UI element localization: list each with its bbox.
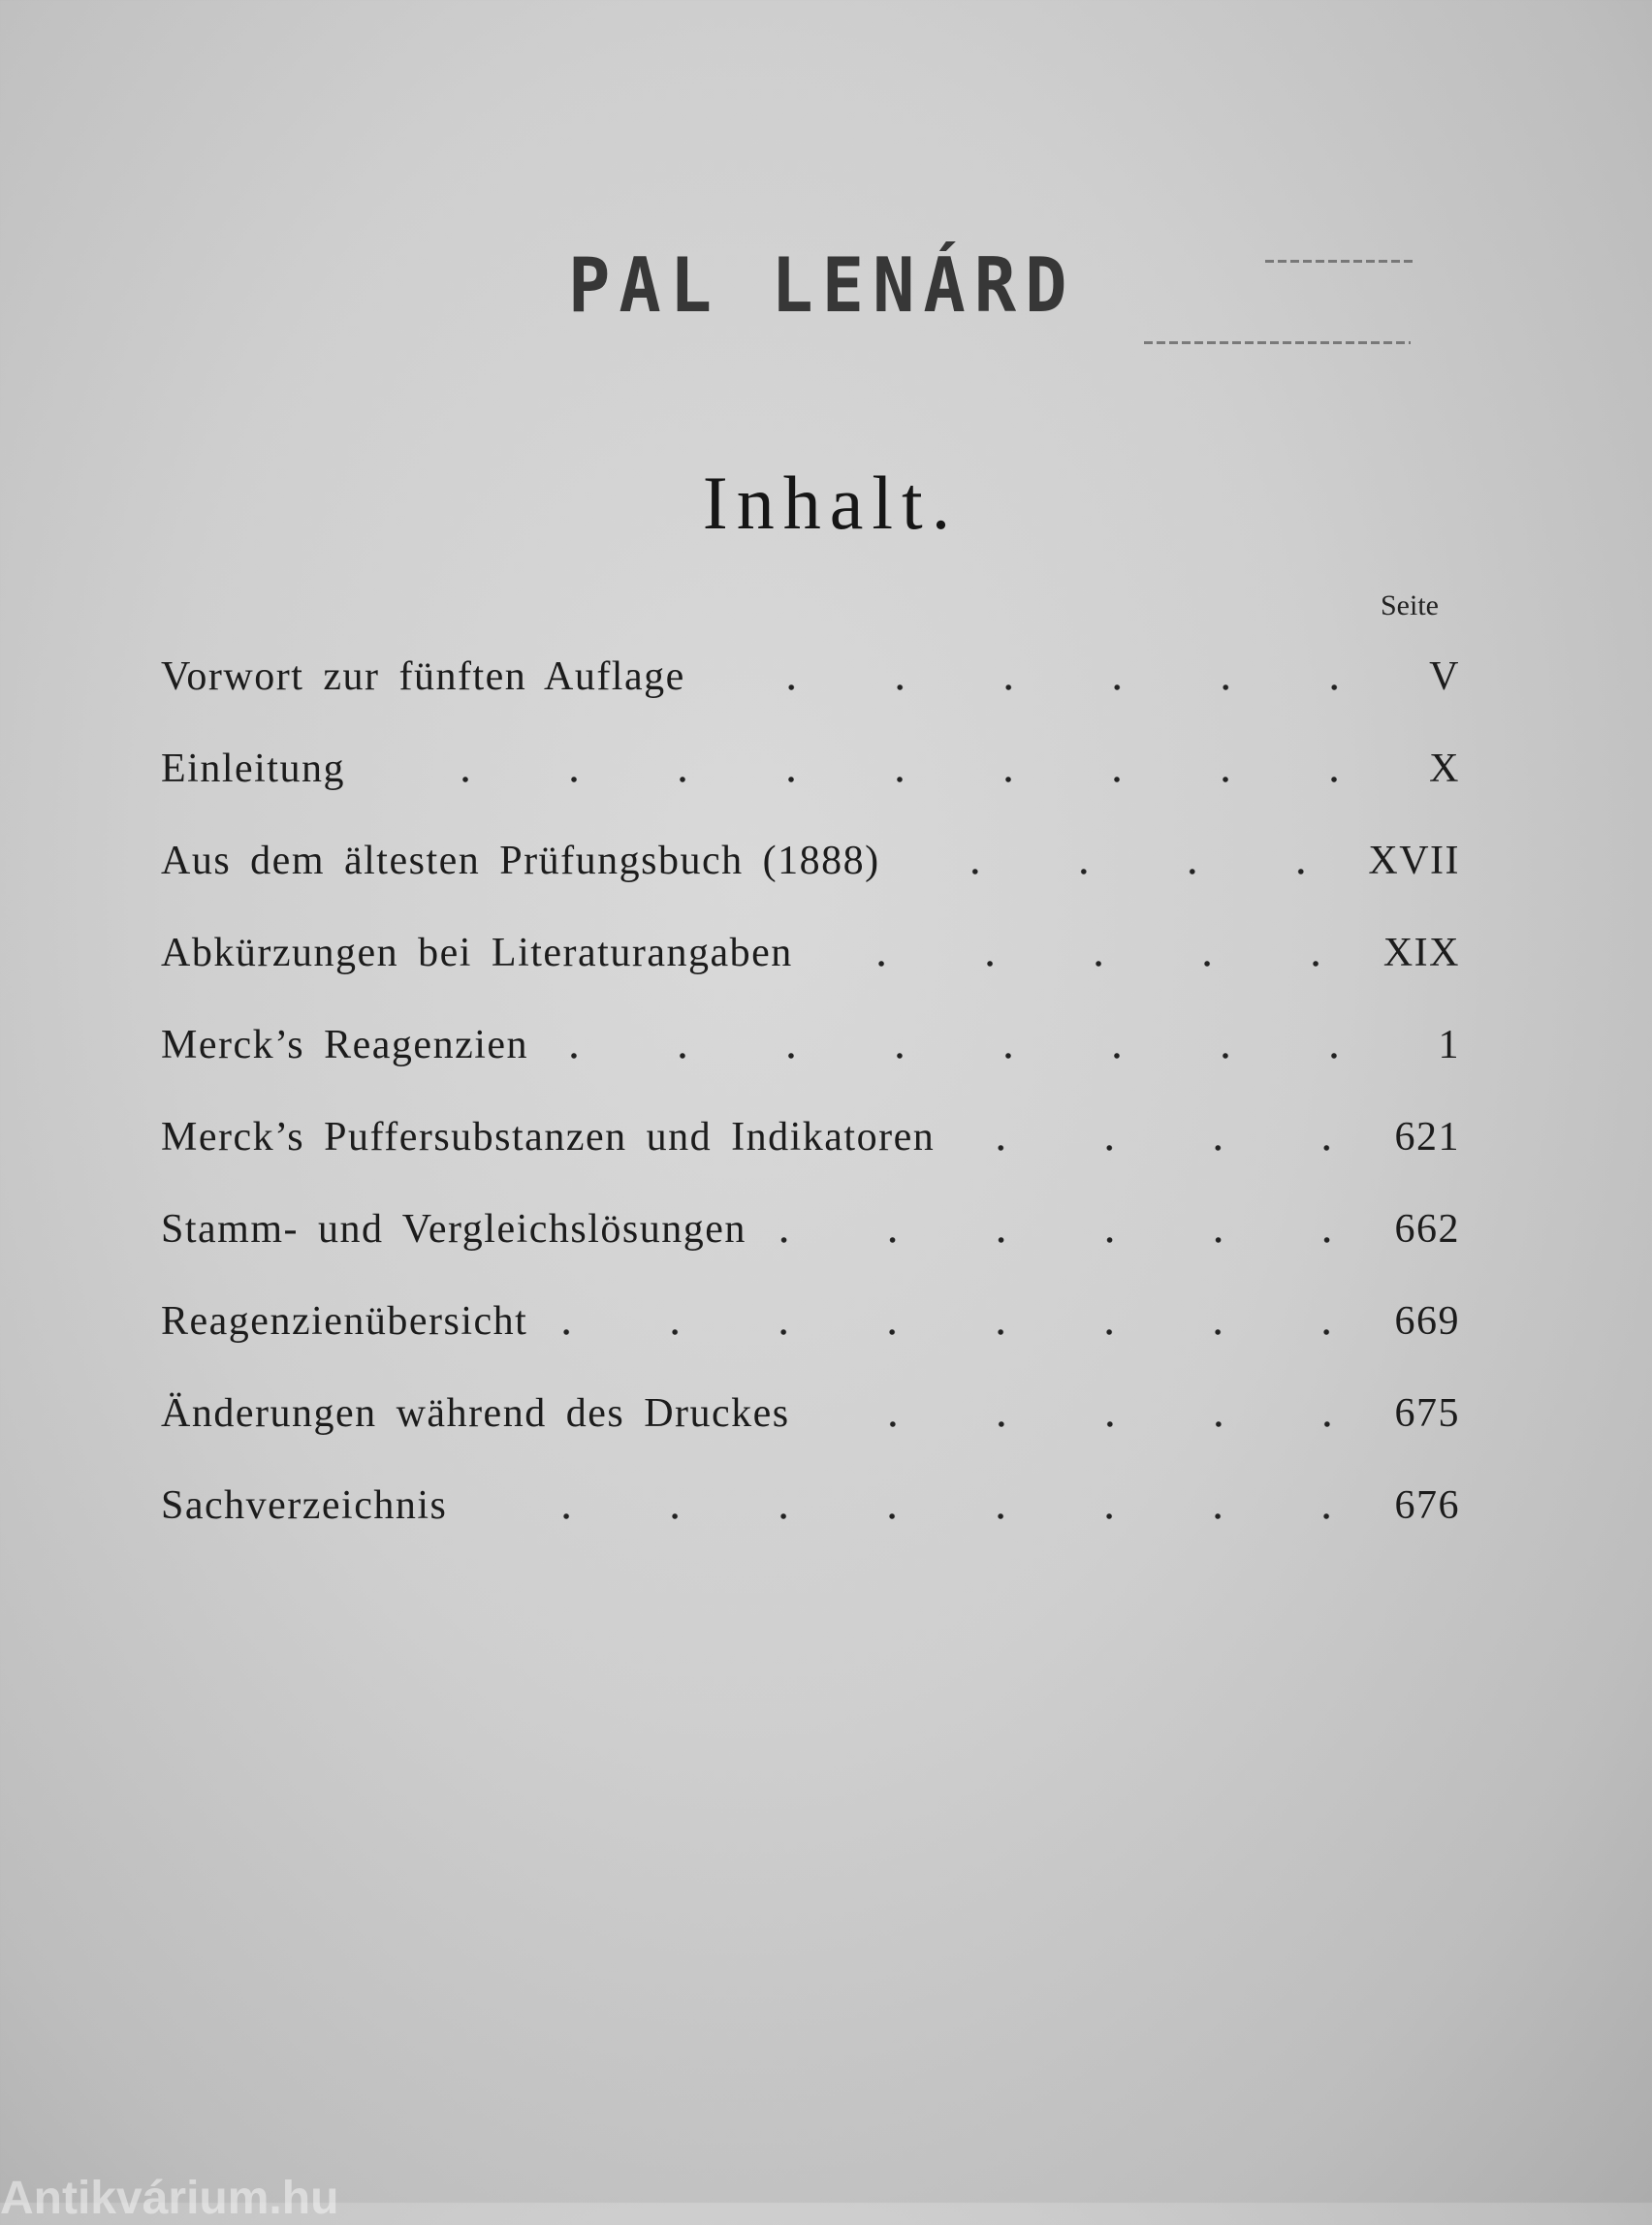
toc-entry-puffersubstanzen [161, 1091, 1460, 1183]
toc-entry-page: XVII [1368, 838, 1460, 883]
toc-entry-abkuerzungen [161, 906, 1460, 999]
toc-entry-page: 621 [1394, 1114, 1460, 1160]
table-of-contents [161, 630, 1460, 1551]
toc-entry-aenderungen [161, 1367, 1460, 1459]
toc-entry-page: V [1429, 653, 1460, 699]
toc-entry-page: 676 [1394, 1482, 1460, 1528]
stamp-underline-bottom [1144, 341, 1411, 344]
dot-leader [709, 684, 1388, 690]
toc-entry-label: Aus dem ältesten Prüfungsbuch (1888) [161, 838, 880, 883]
watermark: Antikvárium.hu [0, 2173, 339, 2224]
toc-entry-reagenzienuebersicht [161, 1275, 1460, 1367]
toc-entry-vorwort [161, 630, 1460, 722]
toc-entry-label: Vorwort zur fünften Auflage [161, 653, 685, 699]
dot-leader [958, 1145, 1381, 1151]
toc-entry-page: 662 [1394, 1206, 1460, 1252]
toc-entry-label: Abkürzungen bei Literaturangaben [161, 930, 793, 975]
toc-entry-pruefungsbuch [161, 814, 1460, 906]
dot-leader [470, 1513, 1381, 1519]
page-column-label: Seite [1381, 589, 1439, 621]
dot-leader [552, 1053, 1388, 1059]
toc-entry-page: 675 [1394, 1390, 1460, 1436]
toc-entry-label: Stamm- und Vergleichslösungen [161, 1206, 747, 1252]
dot-leader [368, 777, 1388, 782]
toc-entry-page: 669 [1394, 1298, 1460, 1344]
toc-entry-page: XIX [1382, 930, 1460, 975]
toc-entry-label: Merck’s Reagenzien [161, 1022, 529, 1067]
toc-entry-label: Sachverzeichnis [161, 1482, 448, 1528]
toc-entry-label: Merck’s Puffersubstanzen und Indikatoren [161, 1114, 936, 1160]
toc-entry-stammloesungen [161, 1183, 1460, 1275]
toc-entry-sachverzeichnis [161, 1459, 1460, 1551]
toc-entry-page: X [1429, 746, 1460, 791]
dot-leader [770, 1237, 1382, 1243]
owner-stamp: PAL LENÁRD [568, 240, 1076, 330]
toc-entry-reagenzien [161, 999, 1460, 1091]
dot-leader [813, 1421, 1382, 1427]
stamp-underline-top [1265, 260, 1413, 263]
dot-leader [551, 1329, 1381, 1335]
page-title: Inhalt. [702, 461, 960, 545]
toc-entry-label: Reagenzienübersicht [161, 1298, 528, 1344]
toc-entry-label: Einleitung [161, 746, 345, 791]
toc-entry-label: Änderungen während des Druckes [161, 1390, 790, 1436]
dot-leader [904, 869, 1355, 874]
dot-leader [816, 961, 1370, 967]
toc-entry-einleitung [161, 722, 1460, 814]
toc-entry-page: 1 [1438, 1022, 1460, 1067]
